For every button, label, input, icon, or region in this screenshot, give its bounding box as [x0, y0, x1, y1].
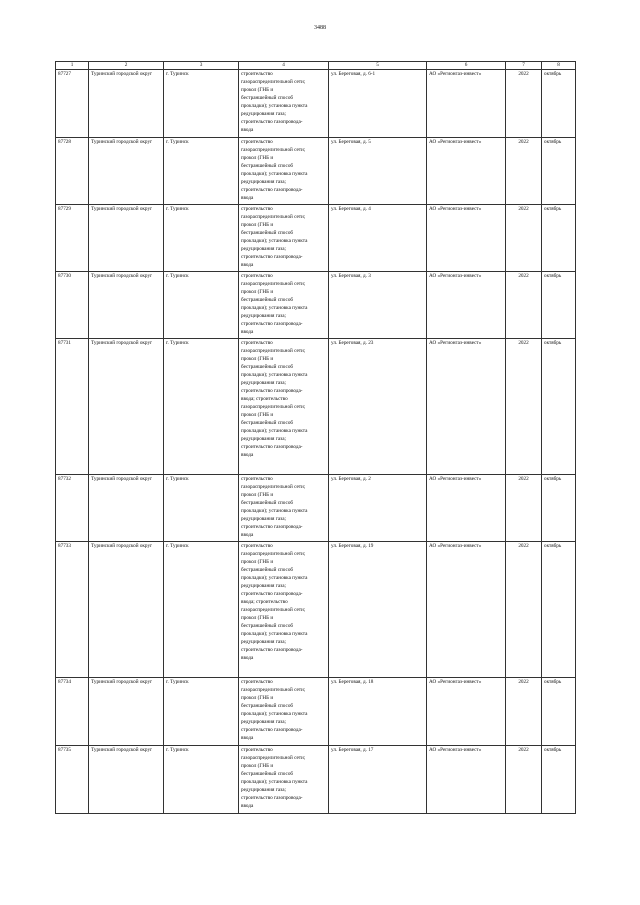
address-cell: ул. Береговая, д. 19 — [329, 542, 427, 678]
works-line: прокол (ГНБ и — [241, 559, 274, 565]
works-line: бестраншейный способ — [241, 771, 294, 777]
row-id-cell: 87732 — [56, 475, 89, 542]
works-line: редуцирования газа; — [241, 313, 286, 319]
month-cell: октябрь — [542, 475, 576, 542]
works-line: строительство — [241, 139, 273, 145]
works-line: строительство — [241, 679, 273, 685]
works-line: бестраншейный способ — [241, 500, 294, 506]
organization-cell: АО «Регионгаз-инвест» — [427, 542, 506, 678]
works-line: бестраншейный способ — [241, 95, 294, 101]
organization-cell: АО «Регионгаз-инвест» — [427, 138, 506, 205]
works-line: редуцирования газа; — [241, 787, 286, 793]
works-line: прокладки); установка пункта — [241, 103, 308, 109]
table-row — [56, 70, 576, 138]
month-cell: октябрь — [542, 138, 576, 205]
works-line: прокол (ГНБ и — [241, 155, 274, 161]
works-line: газораспределительной сети; — [241, 607, 306, 613]
row-id-cell: 87730 — [56, 272, 89, 339]
works-line: ввода — [241, 262, 254, 268]
year-cell: 2022 — [506, 138, 542, 205]
works-line: бестраншейный способ — [241, 623, 294, 629]
address-cell: ул. Береговая, д. 23 — [329, 339, 427, 475]
works-line: редуцирования газа; — [241, 111, 286, 117]
works-line: газораспределительной сети; — [241, 755, 306, 761]
table-row — [56, 205, 576, 272]
month-cell: октябрь — [542, 678, 576, 746]
locality-cell: г. Туринск — [164, 339, 239, 475]
works-line: газораспределительной сети; — [241, 551, 306, 557]
works-line: прокол (ГНБ и — [241, 87, 274, 93]
page-number: 3488 — [314, 25, 326, 31]
works-line: прокладки); установка пункта — [241, 428, 308, 434]
works-cell — [239, 339, 329, 475]
works-line: бестраншейный способ — [241, 364, 294, 370]
organization-cell: АО «Регионгаз-инвест» — [427, 70, 506, 138]
works-line: строительство газопровода- — [241, 444, 303, 450]
organization-cell: АО «Регионгаз-инвест» — [427, 678, 506, 746]
works-line: газораспределительной сети; — [241, 79, 306, 85]
works-line: редуцирования газа; — [241, 719, 286, 725]
works-line: прокол (ГНБ и — [241, 695, 274, 701]
works-line: газораспределительной сети; — [241, 147, 306, 153]
address-cell: ул. Береговая, д. 6-1 — [329, 70, 427, 138]
table-row — [56, 542, 576, 678]
year-cell: 2022 — [506, 272, 542, 339]
row-id-cell: 87735 — [56, 746, 89, 814]
works-line: строительство газопровода- — [241, 254, 303, 260]
row-id-cell: 87731 — [56, 339, 89, 475]
table-row — [56, 475, 576, 542]
works-line: строительство газопровода- — [241, 795, 303, 801]
works-line: газораспределительной сети; — [241, 281, 306, 287]
works-line: ввода — [241, 803, 254, 809]
works-line: ввода — [241, 127, 254, 133]
organization-cell: АО «Регионгаз-инвест» — [427, 272, 506, 339]
works-line: бестраншейный способ — [241, 703, 294, 709]
works-line: строительство газопровода- — [241, 119, 303, 125]
month-cell: октябрь — [542, 542, 576, 678]
address-cell: ул. Береговая, д. 18 — [329, 678, 427, 746]
works-line: ввода — [241, 735, 254, 741]
district-cell: Туринский городской округ — [89, 542, 164, 678]
works-line: ввода — [241, 329, 254, 335]
address-cell: ул. Береговая, д. 5 — [329, 138, 427, 205]
locality-cell: г. Туринск — [164, 272, 239, 339]
works-line: ввода — [241, 532, 254, 538]
month-cell: октябрь — [542, 339, 576, 475]
works-line: ввода; строительство — [241, 599, 288, 605]
works-line: прокол (ГНБ и — [241, 492, 274, 498]
year-cell: 2022 — [506, 678, 542, 746]
column-number: 1 — [56, 62, 89, 70]
column-number: 4 — [239, 62, 329, 70]
month-cell: октябрь — [542, 205, 576, 272]
works-line: ввода — [241, 195, 254, 201]
works-line: прокладки); установка пункта — [241, 508, 308, 514]
table-row — [56, 746, 576, 814]
table-row — [56, 678, 576, 746]
column-number-row — [56, 62, 576, 70]
address-cell: ул. Береговая, д. 4 — [329, 205, 427, 272]
works-cell — [239, 475, 329, 542]
works-line: прокладки); установка пункта — [241, 779, 308, 785]
works-line: прокол (ГНБ и — [241, 356, 274, 362]
locality-cell: г. Туринск — [164, 678, 239, 746]
works-line: прокладки); установка пункта — [241, 372, 308, 378]
locality-cell: г. Туринск — [164, 542, 239, 678]
works-line: редуцирования газа; — [241, 516, 286, 522]
table-row — [56, 339, 576, 475]
works-line: прокладки); установка пункта — [241, 631, 308, 637]
works-line: прокол (ГНБ и — [241, 289, 274, 295]
row-id-cell: 87728 — [56, 138, 89, 205]
organization-cell: АО «Регионгаз-инвест» — [427, 746, 506, 814]
works-line: газораспределительной сети; — [241, 348, 306, 354]
works-cell — [239, 70, 329, 138]
year-cell: 2022 — [506, 339, 542, 475]
column-number: 8 — [542, 62, 576, 70]
works-line: бестраншейный способ — [241, 420, 294, 426]
works-line: строительство — [241, 273, 273, 279]
works-line: бестраншейный способ — [241, 163, 294, 169]
year-cell: 2022 — [506, 205, 542, 272]
works-line: газораспределительной сети; — [241, 484, 306, 490]
works-line: строительство — [241, 747, 273, 753]
table-row — [56, 138, 576, 205]
district-cell: Туринский городской округ — [89, 272, 164, 339]
column-number: 7 — [506, 62, 542, 70]
works-cell — [239, 542, 329, 678]
district-cell: Туринский городской округ — [89, 70, 164, 138]
works-line: прокол (ГНБ и — [241, 412, 274, 418]
month-cell: октябрь — [542, 70, 576, 138]
works-line: прокладки); установка пункта — [241, 238, 308, 244]
works-line: газораспределительной сети; — [241, 214, 306, 220]
locality-cell: г. Туринск — [164, 205, 239, 272]
works-line: бестраншейный способ — [241, 567, 294, 573]
works-line: строительство газопровода- — [241, 591, 303, 597]
district-cell: Туринский городской округ — [89, 339, 164, 475]
works-line: редуцирования газа; — [241, 246, 286, 252]
works-line: редуцирования газа; — [241, 436, 286, 442]
month-cell: октябрь — [542, 272, 576, 339]
works-line: редуцирования газа; — [241, 179, 286, 185]
works-line: редуцирования газа; — [241, 583, 286, 589]
works-line: прокол (ГНБ и — [241, 615, 274, 621]
works-line: строительство — [241, 206, 273, 212]
table-row — [56, 272, 576, 339]
district-cell: Туринский городской округ — [89, 138, 164, 205]
works-line: строительство — [241, 476, 273, 482]
works-line: прокладки); установка пункта — [241, 171, 308, 177]
works-line: бестраншейный способ — [241, 230, 294, 236]
year-cell: 2022 — [506, 542, 542, 678]
row-id-cell: 87734 — [56, 678, 89, 746]
works-cell — [239, 138, 329, 205]
column-number: 2 — [89, 62, 164, 70]
organization-cell: АО «Регионгаз-инвест» — [427, 339, 506, 475]
district-cell: Туринский городской округ — [89, 205, 164, 272]
gasification-register-table — [55, 61, 576, 814]
works-cell — [239, 205, 329, 272]
works-line: строительство газопровода- — [241, 388, 303, 394]
works-cell — [239, 678, 329, 746]
works-line: строительство — [241, 340, 273, 346]
column-number: 5 — [329, 62, 427, 70]
works-line: бестраншейный способ — [241, 297, 294, 303]
address-cell: ул. Береговая, д. 3 — [329, 272, 427, 339]
address-cell: ул. Береговая, д. 2 — [329, 475, 427, 542]
works-line: строительство газопровода- — [241, 187, 303, 193]
works-line: ввода; строительство — [241, 396, 288, 402]
column-number: 6 — [427, 62, 506, 70]
works-line: газораспределительной сети; — [241, 687, 306, 693]
works-line: прокладки); установка пункта — [241, 711, 308, 717]
locality-cell: г. Туринск — [164, 70, 239, 138]
works-line: строительство газопровода- — [241, 321, 303, 327]
year-cell: 2022 — [506, 475, 542, 542]
works-line: строительство газопровода- — [241, 727, 303, 733]
works-line: редуцирования газа; — [241, 639, 286, 645]
works-line: строительство — [241, 71, 273, 77]
works-line: строительство газопровода- — [241, 524, 303, 530]
works-cell — [239, 746, 329, 814]
works-line: прокладки); установка пункта — [241, 575, 308, 581]
works-line: ввода — [241, 655, 254, 661]
works-line: газораспределительной сети; — [241, 404, 306, 410]
address-cell: ул. Береговая, д. 17 — [329, 746, 427, 814]
locality-cell: г. Туринск — [164, 138, 239, 205]
row-id-cell: 87727 — [56, 70, 89, 138]
works-line: прокол (ГНБ и — [241, 763, 274, 769]
column-number: 3 — [164, 62, 239, 70]
locality-cell: г. Туринск — [164, 475, 239, 542]
row-id-cell: 87729 — [56, 205, 89, 272]
works-line: строительство — [241, 543, 273, 549]
district-cell: Туринский городской округ — [89, 475, 164, 542]
row-id-cell: 87733 — [56, 542, 89, 678]
works-cell — [239, 272, 329, 339]
locality-cell: г. Туринск — [164, 746, 239, 814]
works-line: строительство газопровода- — [241, 647, 303, 653]
year-cell: 2022 — [506, 70, 542, 138]
year-cell: 2022 — [506, 746, 542, 814]
works-line: ввода — [241, 452, 254, 458]
organization-cell: АО «Регионгаз-инвест» — [427, 475, 506, 542]
organization-cell: АО «Регионгаз-инвест» — [427, 205, 506, 272]
works-line: прокладки); установка пункта — [241, 305, 308, 311]
district-cell: Туринский городской округ — [89, 678, 164, 746]
month-cell: октябрь — [542, 746, 576, 814]
district-cell: Туринский городской округ — [89, 746, 164, 814]
works-line: прокол (ГНБ и — [241, 222, 274, 228]
works-line: редуцирования газа; — [241, 380, 286, 386]
